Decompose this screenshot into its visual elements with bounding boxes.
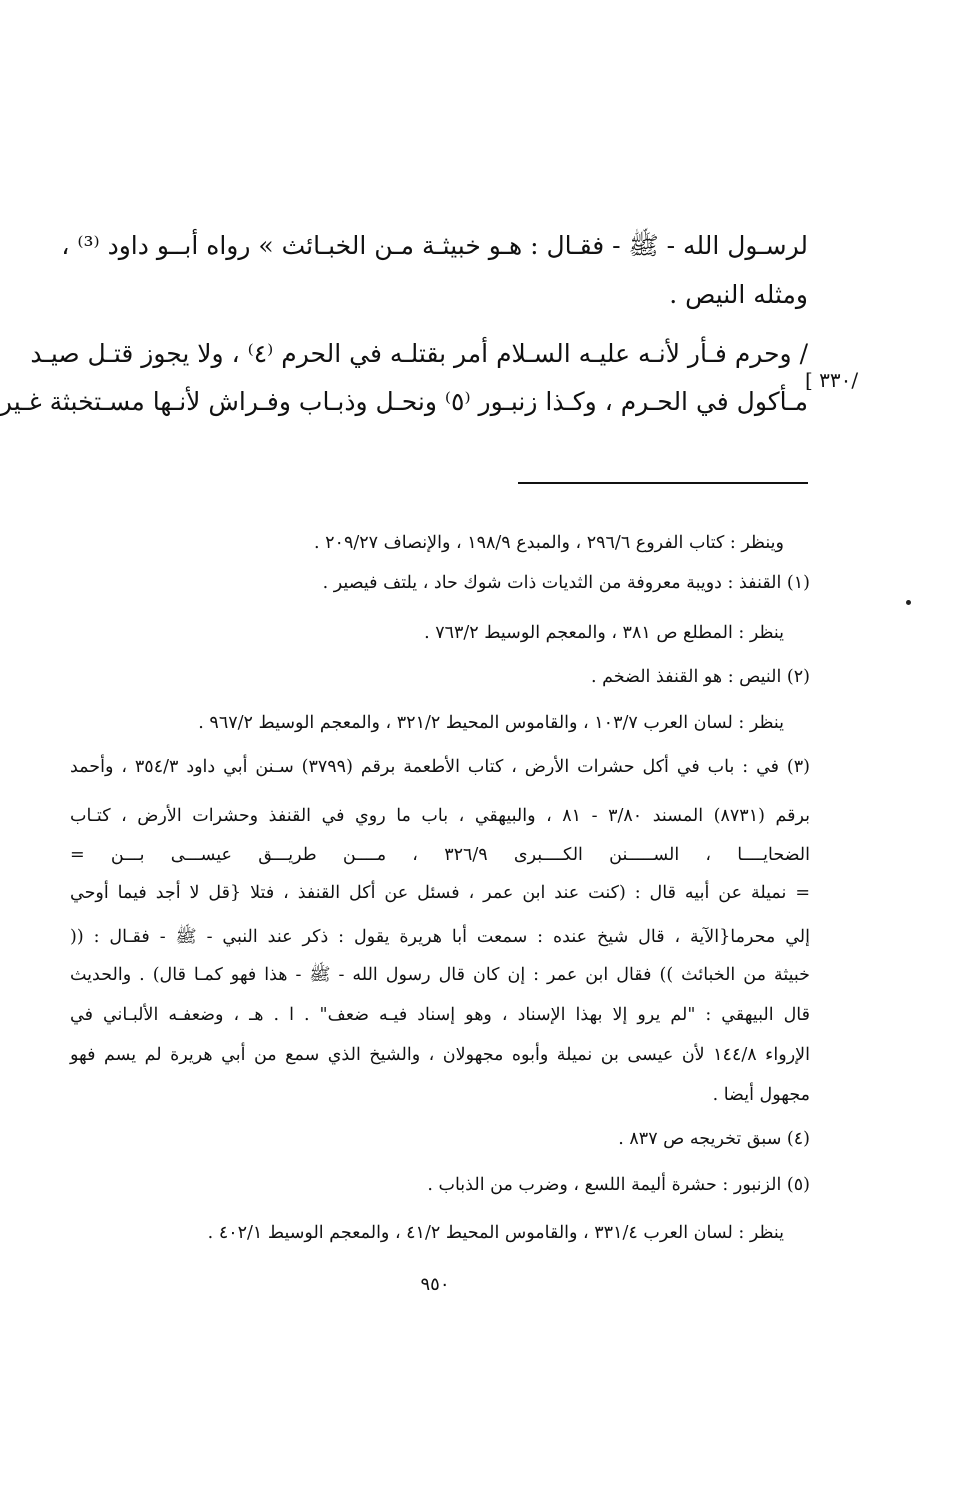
footnote-line: ينظر : المطلع ص ٣٨١ ، والمعجم الوسيط ٧٦٣/٢ .	[424, 623, 784, 643]
page-number: ٩٥٠	[420, 1274, 450, 1295]
footnote-line: (٣) في : باب في أكل حشرات الأرض ، كتاب الأطعمة برقم (٣٧٩٩) سـنن أبي داود ٣٥٤/٣ ، وأحمد	[70, 757, 810, 777]
footnote-line: (٤) سبق تخريجه ص ٨٣٧ .	[618, 1129, 810, 1149]
footnote-line: (١) القنفذ : دويبة معروفة من الثديات ذات شوك حاد ، يلتف فيصير .	[322, 573, 810, 593]
main-text-line-2: ومثله النيص .	[669, 280, 808, 309]
main-text-line-3: / وحرم فـأر لأنـه عليـه السـلام أمر بقتلـه في الحرم ⁽٤⁾ ، ولا يجوز قتـل صيـد	[30, 339, 808, 368]
margin-dot	[906, 600, 911, 605]
footnote-line: ينظر : لسان العرب ٣٣١/٤ ، والقاموس المحيط ٤١/٢ ، والمعجم الوسيط ٤٠٢/١ .	[207, 1223, 784, 1243]
main-text-line-1: لرسـول الله - ﷺ - فقـال : هـو خبيثـة مـن الخبـائث » رواه أبــو داود ⁽³⁾ ،	[61, 231, 808, 260]
footnote-line: الضحايــــا ، الســـــنن الكــــبرى ٣٢٦/٩ ، مــــن طريـــق عيســـى بـــن =	[70, 845, 810, 865]
footnote-line: (٥) الزنبور : حشرة أليمة اللسع ، وضرب من الذباب .	[427, 1175, 810, 1195]
footnote-separator	[518, 482, 808, 484]
footnote-line: مجهول أيضا .	[712, 1085, 810, 1105]
footnote-line: ينظر : لسان العرب ١٠٣/٧ ، والقاموس المحيط ٣٢١/٢ ، والمعجم الوسيط ٩٦٧/٢ .	[198, 713, 784, 733]
footnote-line: برقم (٨٧٣١) المسند ٣/٨٠ - ٨١ ، والبيهقي ، باب ما روي في القنفذ وحشرات الأرض ، كتـاب	[70, 806, 811, 826]
main-text-line-4: مـأكول في الحـرم ، وكـذا زنبـور ⁽٥⁾ ونحـل وذبـاب وفـراش لأنـها مسـتخبثة غـير	[0, 387, 808, 416]
footnote-line: خبيثة من الخبائث )) فقال ابن عمر : إن كان قال رسول الله - ﷺ - هذا فهو كمـا قال) . والحديث	[70, 965, 810, 985]
margin-page-reference: [ ٣٣٠/	[805, 368, 859, 392]
footnote-line: (٢) النيص : هو القنفذ الضخم .	[590, 667, 810, 687]
footnote-line: الإرواء ١٤٤/٨ لأن عيسى بن نميلة وأبوه مجهولان ، والشيخ الذي سمع من أبي هريرة لم يسم فهو	[70, 1045, 810, 1065]
footnote-line: قال البيهقي : "لم يرو إلا بهذا الإسناد ، وهو إسناد فيـه ضعف" . ا . هـ ، وضعفـه الألبـاني في	[70, 1005, 810, 1025]
footnote-line: وينظر : كتاب الفروع ٢٩٦/٦ ، والمبدع ١٩٨/٩ ، والإنصاف ٢٠٩/٢٧ .	[314, 533, 784, 553]
footnote-line: = نميلة عن أبيه قال : (كنت عند ابن عمر ، فسئل عن أكل القنفذ ، فتلا {قل لا أجد فيما أوحي	[70, 883, 810, 903]
footnote-line: إلي محرما{الآية ، قال شيخ عنده : سمعت أبا هريرة يقول : ذكر عند النبي - ﷺ - فقـال : ((	[70, 927, 810, 947]
